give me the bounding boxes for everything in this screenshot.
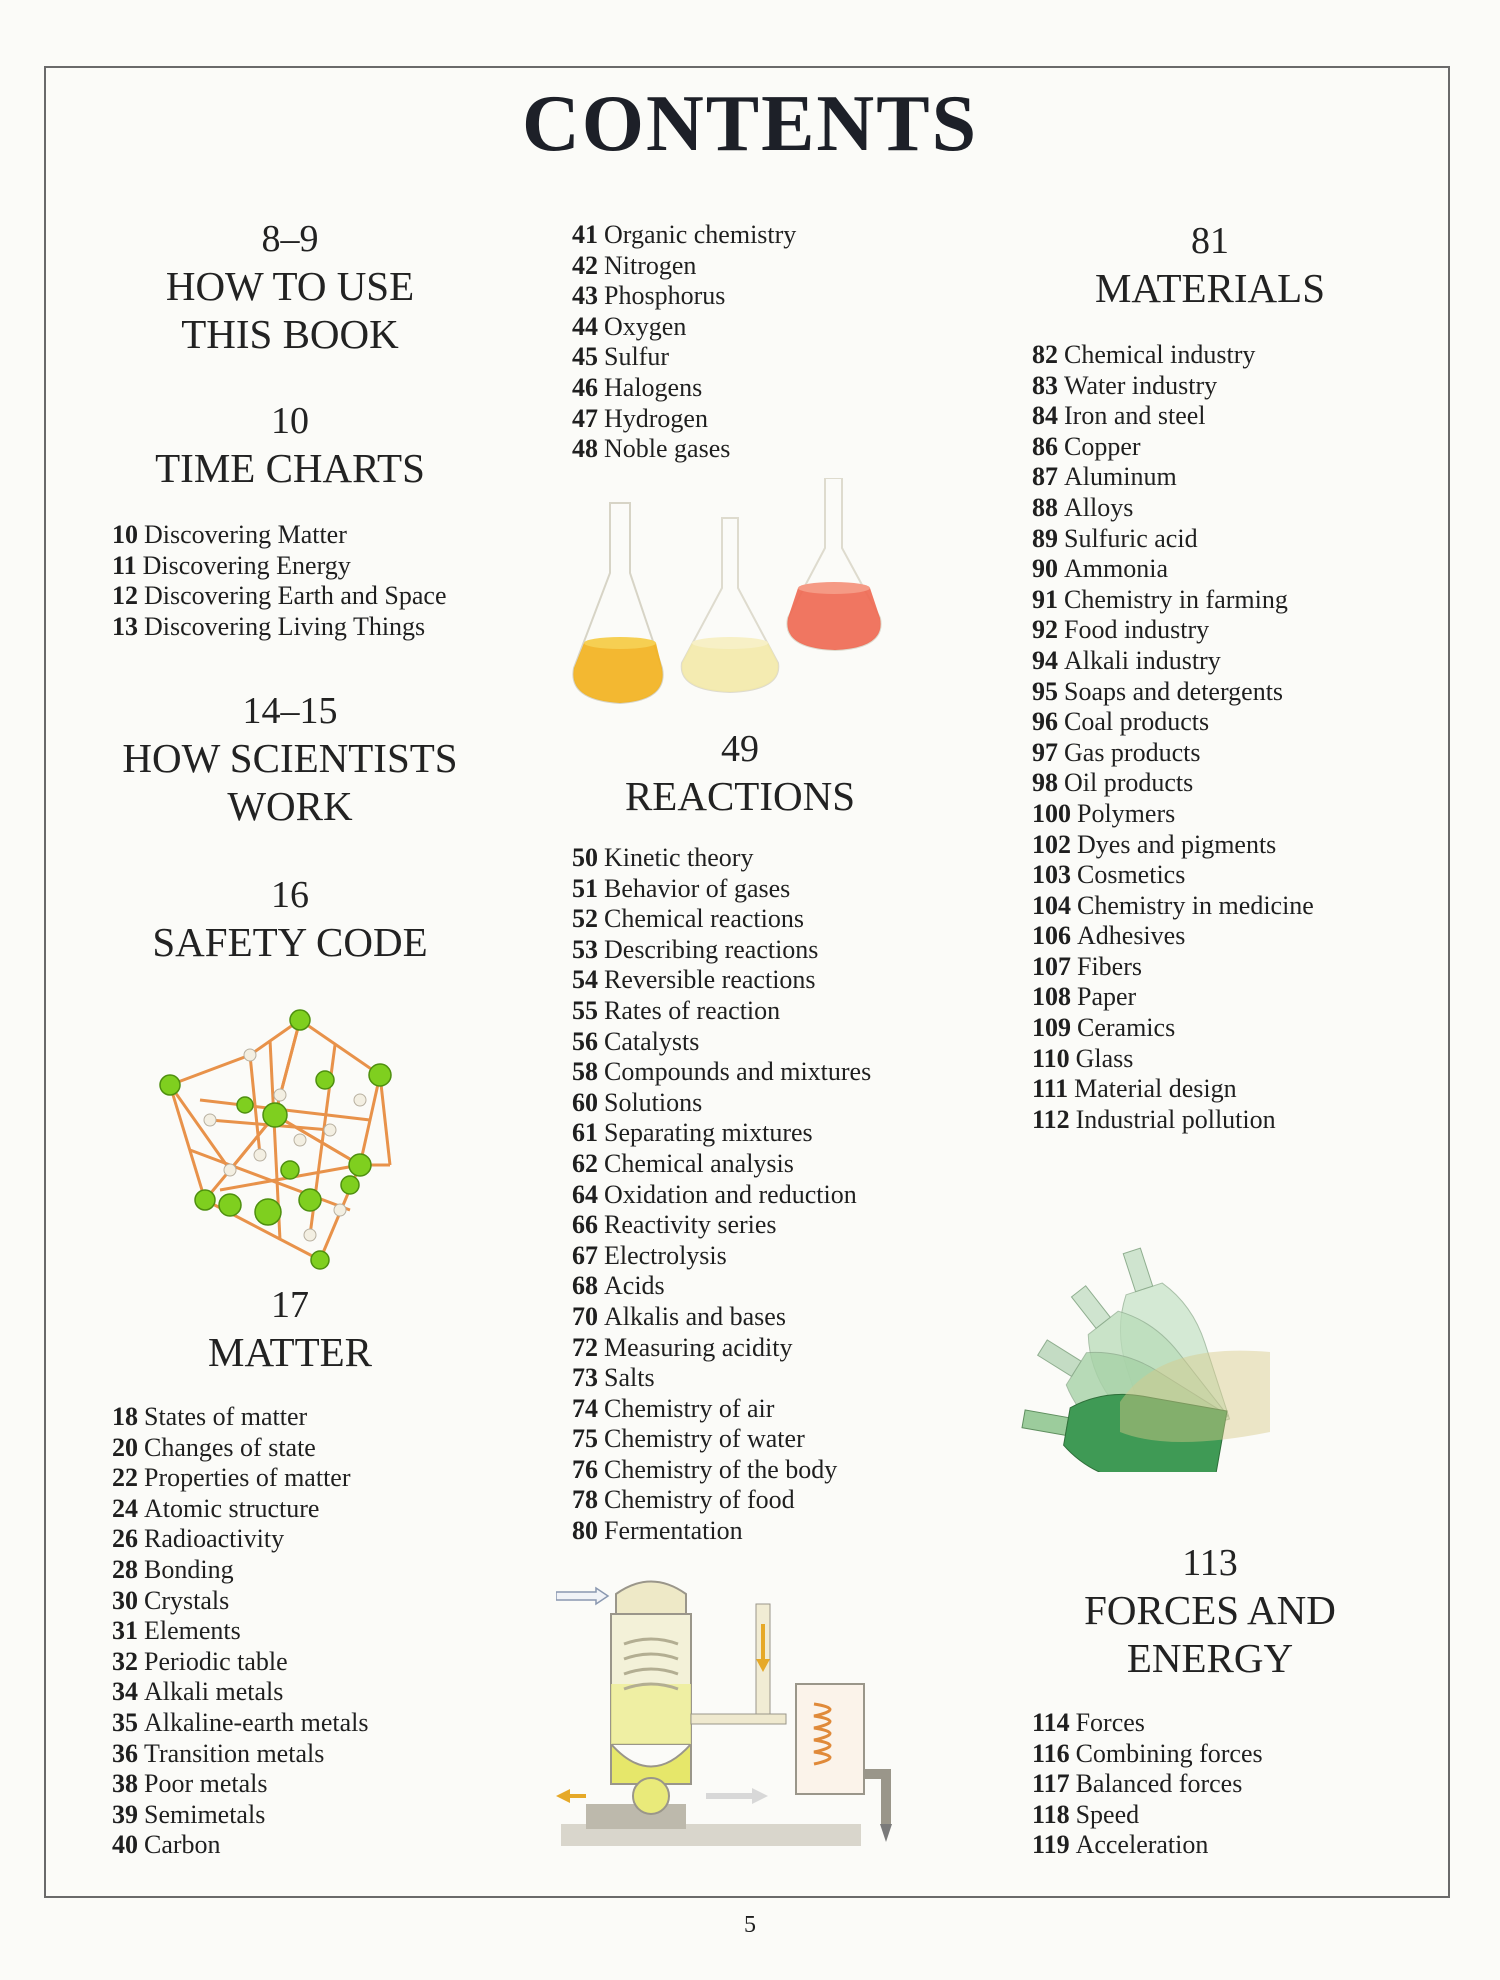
toc-entry-label: Changes of state xyxy=(144,1432,316,1462)
toc-entry-page: 110 xyxy=(1032,1043,1070,1073)
toc-entry-page: 11 xyxy=(112,550,137,580)
toc-entry-page: 83 xyxy=(1032,370,1058,400)
toc-entry-page: 112 xyxy=(1032,1104,1070,1134)
toc-entry-page: 116 xyxy=(1032,1738,1070,1768)
toc-entry-page: 44 xyxy=(572,311,598,341)
toc-entry-page: 42 xyxy=(572,250,598,280)
toc-entry-page: 97 xyxy=(1032,737,1058,767)
toc-entry-label: Chemistry of water xyxy=(604,1424,805,1454)
toc-entry-page: 95 xyxy=(1032,676,1058,706)
toc-entry-label: Organic chemistry xyxy=(604,220,797,249)
section-page-number: 113 xyxy=(1182,1542,1238,1584)
toc-entry[interactable] xyxy=(1032,707,1314,738)
toc-entry-page: 48 xyxy=(572,434,598,464)
toc-entry-label: Describing reactions xyxy=(604,934,819,964)
flask-red xyxy=(787,478,880,650)
toc-entry-label: Adhesives xyxy=(1077,921,1186,951)
toc-entry-label: Iron and steel xyxy=(1064,401,1206,431)
toc-list-materials xyxy=(1032,340,1314,1135)
toc-entry-label: Rates of reaction xyxy=(604,995,781,1025)
toc-entry[interactable] xyxy=(572,434,796,465)
toc-entry-page: 76 xyxy=(572,1454,598,1484)
toc-entry[interactable] xyxy=(112,1463,369,1494)
toc-entry[interactable] xyxy=(112,1433,369,1464)
section-safety-code[interactable] xyxy=(90,872,490,966)
toc-entry-page: 31 xyxy=(112,1616,138,1646)
section-time-charts[interactable] xyxy=(90,398,490,492)
toc-entry-label: Aluminum xyxy=(1064,462,1177,492)
toc-entry-label: Semimetals xyxy=(144,1799,266,1829)
toc-entry-page: 22 xyxy=(112,1463,138,1493)
toc-entry[interactable] xyxy=(112,1524,369,1555)
toc-entry-label: Transition metals xyxy=(144,1738,325,1768)
toc-list-reactions xyxy=(572,843,871,1547)
section-title: TIME CHARTS xyxy=(155,445,425,491)
toc-list-matter xyxy=(112,1402,369,1861)
toc-entry-page: 66 xyxy=(572,1210,598,1240)
toc-entry-label: States of matter xyxy=(144,1402,308,1431)
toc-entry-page: 50 xyxy=(572,843,598,872)
toc-entry-label: Alkali metals xyxy=(144,1677,284,1707)
toc-entry-label: Polymers xyxy=(1077,798,1176,828)
toc-entry-label: Glass xyxy=(1075,1043,1134,1073)
toc-entry-page: 30 xyxy=(112,1585,138,1615)
toc-entry-label: Acceleration xyxy=(1075,1830,1209,1860)
toc-entry[interactable] xyxy=(572,1333,871,1364)
toc-entry-page: 41 xyxy=(572,220,598,249)
toc-entry-page: 60 xyxy=(572,1087,598,1117)
toc-entry-label: Fermentation xyxy=(604,1516,743,1546)
toc-entry[interactable] xyxy=(572,1363,871,1394)
toc-entry-label: Chemistry of air xyxy=(604,1393,775,1423)
toc-entry-page: 98 xyxy=(1032,768,1058,798)
toc-entry-page: 34 xyxy=(112,1677,138,1707)
toc-entry-page: 119 xyxy=(1032,1830,1070,1860)
toc-entry-label: Alkalis and bases xyxy=(604,1301,786,1331)
section-page-number: 81 xyxy=(1191,220,1229,262)
toc-entry-page: 68 xyxy=(572,1271,598,1301)
toc-list-time-charts xyxy=(112,520,447,642)
section-page-number: 10 xyxy=(271,400,309,442)
toc-entry-page: 64 xyxy=(572,1179,598,1209)
toc-entry-page: 26 xyxy=(112,1524,138,1554)
toc-entry-page: 118 xyxy=(1032,1799,1070,1829)
toc-entry-page: 78 xyxy=(572,1485,598,1515)
toc-entry-page: 84 xyxy=(1032,401,1058,431)
toc-entry-label: Catalysts xyxy=(604,1026,700,1056)
toc-entry[interactable] xyxy=(1032,1013,1314,1044)
section-title: MATTER xyxy=(208,1329,372,1375)
toc-entry-label: Salts xyxy=(604,1363,655,1393)
toc-entry[interactable] xyxy=(112,1616,369,1647)
toc-entry-page: 43 xyxy=(572,281,598,311)
toc-entry-label: Carbon xyxy=(144,1830,221,1860)
toc-entry[interactable] xyxy=(572,1271,871,1302)
section-title: REACTIONS xyxy=(624,773,856,819)
toc-entry-label: Compounds and mixtures xyxy=(604,1057,872,1087)
toc-entry-label: Behavior of gases xyxy=(604,873,791,903)
section-title: SAFETY CODE xyxy=(152,919,428,965)
toc-entry-page: 47 xyxy=(572,403,598,433)
toc-entry-page: 109 xyxy=(1032,1013,1071,1043)
toc-entry-page: 102 xyxy=(1032,829,1071,859)
toc-entry-page: 73 xyxy=(572,1363,598,1393)
toc-entry-page: 106 xyxy=(1032,921,1071,951)
toc-entry-label: Phosphorus xyxy=(604,281,726,311)
toc-entry-label: Kinetic theory xyxy=(604,843,754,872)
toc-entry-label: Hydrogen xyxy=(604,403,708,433)
toc-entry[interactable] xyxy=(572,1241,871,1272)
section-reactions[interactable] xyxy=(560,726,920,820)
toc-entry-page: 13 xyxy=(112,611,138,641)
toc-entry[interactable] xyxy=(1032,646,1314,677)
toc-entry[interactable] xyxy=(572,1180,871,1211)
toc-entry[interactable] xyxy=(572,1118,871,1149)
toc-entry[interactable] xyxy=(112,1739,369,1770)
toc-entry[interactable] xyxy=(1032,891,1314,922)
section-page-number: 17 xyxy=(271,1284,309,1326)
toc-entry-label: Food industry xyxy=(1064,615,1210,645)
toc-entry[interactable] xyxy=(1032,1044,1314,1075)
toc-entry-label: Chemical reactions xyxy=(604,904,804,934)
toc-entry-label: Noble gases xyxy=(604,434,731,464)
toc-entry-page: 45 xyxy=(572,342,598,372)
toc-entry[interactable] xyxy=(572,1057,871,1088)
toc-entry[interactable] xyxy=(572,251,796,282)
toc-entry[interactable] xyxy=(1032,524,1314,555)
section-title: MATERIALS xyxy=(1094,265,1326,311)
toc-entry-label: Discovering Energy xyxy=(142,550,351,580)
toc-entry[interactable] xyxy=(112,581,447,612)
toc-entry-label: Speed xyxy=(1075,1799,1140,1829)
toc-entry[interactable] xyxy=(572,373,796,404)
toc-entry[interactable] xyxy=(1032,401,1314,432)
toc-entry[interactable] xyxy=(112,520,447,551)
toc-entry[interactable] xyxy=(1032,799,1314,830)
toc-entry-label: Discovering Living Things xyxy=(144,611,426,641)
section-materials[interactable] xyxy=(1010,218,1410,312)
toc-entry-page: 20 xyxy=(112,1432,138,1462)
crystal-lattice-illustration xyxy=(150,1000,420,1270)
toc-entry-page: 56 xyxy=(572,1026,598,1056)
toc-entry[interactable] xyxy=(1032,982,1314,1013)
section-how-scientists-work[interactable] xyxy=(80,688,500,830)
toc-entry[interactable] xyxy=(1032,952,1314,983)
toc-entry[interactable] xyxy=(1032,1105,1314,1136)
toc-entry-label: Water industry xyxy=(1064,370,1218,400)
toc-entry[interactable] xyxy=(572,1088,871,1119)
toc-entry-page: 10 xyxy=(112,520,138,549)
toc-entry-label: Measuring acidity xyxy=(604,1332,793,1362)
toc-entry-page: 24 xyxy=(112,1493,138,1523)
flask-yellow xyxy=(573,503,662,703)
toc-entry-page: 58 xyxy=(572,1057,598,1087)
toc-entry-page: 80 xyxy=(572,1516,598,1546)
toc-entry[interactable] xyxy=(1032,432,1314,463)
toc-entry-page: 117 xyxy=(1032,1769,1070,1799)
toc-entry-label: Forces xyxy=(1075,1708,1145,1737)
toc-entry[interactable] xyxy=(1032,585,1314,616)
flask-pale xyxy=(682,518,779,692)
toc-entry[interactable] xyxy=(572,1424,871,1455)
toc-entry[interactable] xyxy=(572,1027,871,1058)
toc-entry-label: Cosmetics xyxy=(1077,860,1186,890)
toc-entry[interactable] xyxy=(112,1830,369,1861)
toc-entry[interactable] xyxy=(112,1647,369,1678)
toc-entry[interactable] xyxy=(1032,830,1314,861)
toc-entry-page: 90 xyxy=(1032,554,1058,584)
toc-entry-label: Ceramics xyxy=(1077,1013,1176,1043)
toc-entry-label: Chemical analysis xyxy=(604,1148,794,1178)
toc-entry-label: Discovering Matter xyxy=(144,520,347,549)
section-matter[interactable] xyxy=(90,1282,490,1376)
toc-entry-page: 75 xyxy=(572,1424,598,1454)
toc-entry[interactable] xyxy=(572,996,871,1027)
toc-entry[interactable] xyxy=(1032,1074,1314,1105)
toc-entry-label: Bonding xyxy=(144,1554,234,1584)
section-page-number: 16 xyxy=(271,874,309,916)
toc-entry-label: Nitrogen xyxy=(604,250,697,280)
toc-entry-label: Material design xyxy=(1074,1074,1237,1104)
toc-entry-page: 53 xyxy=(572,934,598,964)
toc-entry-label: Chemistry in farming xyxy=(1064,584,1288,614)
toc-entry[interactable] xyxy=(572,965,871,996)
toc-entry-label: Radioactivity xyxy=(144,1524,285,1554)
toc-entry-label: Gas products xyxy=(1064,737,1201,767)
toc-entry-page: 62 xyxy=(572,1148,598,1178)
toc-entry-label: Oil products xyxy=(1064,768,1194,798)
toc-entry-label: Discovering Earth and Space xyxy=(144,581,447,611)
section-how-to-use[interactable] xyxy=(90,216,490,358)
toc-entry[interactable] xyxy=(572,1455,871,1486)
toc-entry-page: 18 xyxy=(112,1402,138,1431)
toc-entry[interactable] xyxy=(572,904,871,935)
toc-entry-page: 39 xyxy=(112,1799,138,1829)
toc-entry-page: 107 xyxy=(1032,951,1071,981)
toc-entry[interactable] xyxy=(1032,462,1314,493)
toc-entry[interactable] xyxy=(1032,677,1314,708)
toc-entry-label: Oxidation and reduction xyxy=(604,1179,857,1209)
toc-entry[interactable] xyxy=(1032,1708,1263,1739)
section-title: HOW SCIENTISTS WORK xyxy=(122,735,458,829)
industrial-apparatus-illustration xyxy=(556,1574,936,1864)
toc-entry[interactable] xyxy=(1032,371,1314,402)
toc-entry[interactable] xyxy=(1032,340,1314,371)
section-forces-and-energy[interactable] xyxy=(1010,1540,1410,1682)
toc-entry[interactable] xyxy=(572,342,796,373)
toc-entry-label: Periodic table xyxy=(144,1646,288,1676)
toc-entry[interactable] xyxy=(112,551,447,582)
page-title: CONTENTS xyxy=(521,80,979,168)
toc-entry-label: Alloys xyxy=(1064,492,1134,522)
toc-entry[interactable] xyxy=(572,935,871,966)
page-number: 5 xyxy=(744,1912,756,1938)
toc-entry[interactable] xyxy=(112,1769,369,1800)
glass-bottles-illustration xyxy=(1020,1222,1350,1472)
toc-entry-page: 51 xyxy=(572,873,598,903)
toc-entry[interactable] xyxy=(572,220,796,251)
toc-entry-page: 111 xyxy=(1032,1074,1069,1104)
toc-entry-label: Reactivity series xyxy=(604,1210,777,1240)
toc-entry-label: Chemistry of the body xyxy=(604,1454,838,1484)
toc-entry-page: 61 xyxy=(572,1118,598,1148)
toc-entry-label: Fibers xyxy=(1077,951,1142,981)
toc-entry[interactable] xyxy=(112,1708,369,1739)
toc-entry[interactable] xyxy=(572,404,796,435)
toc-entry[interactable] xyxy=(572,1149,871,1180)
toc-entry-page: 82 xyxy=(1032,340,1058,369)
toc-entry-label: Sulfuric acid xyxy=(1064,523,1198,553)
toc-entry[interactable] xyxy=(1032,921,1314,952)
toc-entry-label: Chemical industry xyxy=(1064,340,1256,369)
toc-entry-page: 32 xyxy=(112,1646,138,1676)
toc-entry-page: 114 xyxy=(1032,1708,1070,1737)
toc-entry[interactable] xyxy=(572,1485,871,1516)
toc-entry-page: 104 xyxy=(1032,890,1071,920)
toc-entry-label: Reversible reactions xyxy=(604,965,816,995)
toc-entry-page: 87 xyxy=(1032,462,1058,492)
toc-entry-label: Properties of matter xyxy=(144,1463,351,1493)
toc-entry[interactable] xyxy=(112,1586,369,1617)
toc-entry-label: Combining forces xyxy=(1075,1738,1263,1768)
toc-entry[interactable] xyxy=(572,312,796,343)
toc-entry-page: 36 xyxy=(112,1738,138,1768)
section-title: HOW TO USE THIS BOOK xyxy=(165,263,415,357)
toc-list-forces xyxy=(1032,1708,1263,1861)
toc-entry-page: 35 xyxy=(112,1707,138,1737)
toc-entry-label: Chemistry in medicine xyxy=(1077,890,1314,920)
toc-entry-page: 91 xyxy=(1032,584,1058,614)
toc-entry-page: 46 xyxy=(572,372,598,402)
toc-entry-label: Halogens xyxy=(604,372,703,402)
toc-entry-label: Soaps and detergents xyxy=(1064,676,1284,706)
toc-entry-page: 40 xyxy=(112,1830,138,1860)
toc-entry[interactable] xyxy=(572,874,871,905)
toc-entry-label: Poor metals xyxy=(144,1769,268,1799)
toc-entry-label: Acids xyxy=(604,1271,665,1301)
toc-entry-label: Atomic structure xyxy=(144,1493,320,1523)
toc-entry-label: Separating mixtures xyxy=(604,1118,813,1148)
toc-entry[interactable] xyxy=(1032,1800,1263,1831)
toc-entry-label: Copper xyxy=(1064,431,1141,461)
toc-entry[interactable] xyxy=(112,1402,369,1433)
toc-entry-page: 74 xyxy=(572,1393,598,1423)
toc-entry[interactable] xyxy=(112,1494,369,1525)
toc-entry-page: 86 xyxy=(1032,431,1058,461)
toc-entry-page: 12 xyxy=(112,581,138,611)
toc-entry-page: 89 xyxy=(1032,523,1058,553)
toc-entry[interactable] xyxy=(112,1800,369,1831)
toc-entry[interactable] xyxy=(1032,1830,1263,1861)
toc-entry-label: Ammonia xyxy=(1064,554,1168,584)
toc-entry[interactable] xyxy=(572,1302,871,1333)
section-title: FORCES AND ENERGY xyxy=(1084,1587,1336,1681)
toc-entry-page: 88 xyxy=(1032,492,1058,522)
toc-entry-label: Paper xyxy=(1077,982,1137,1012)
toc-list-matter-continued xyxy=(572,220,796,465)
toc-entry-label: Sulfur xyxy=(604,342,669,372)
toc-entry-label: Balanced forces xyxy=(1075,1769,1243,1799)
toc-entry-page: 96 xyxy=(1032,707,1058,737)
toc-entry[interactable] xyxy=(1032,554,1314,585)
toc-entry[interactable] xyxy=(572,281,796,312)
toc-entry-label: Crystals xyxy=(144,1585,230,1615)
toc-entry[interactable] xyxy=(572,1210,871,1241)
toc-entry-page: 94 xyxy=(1032,645,1058,675)
toc-entry-page: 55 xyxy=(572,995,598,1025)
toc-entry-label: Alkali industry xyxy=(1064,645,1221,675)
toc-entry-label: Industrial pollution xyxy=(1075,1104,1276,1134)
toc-entry-page: 67 xyxy=(572,1240,598,1270)
toc-entry[interactable] xyxy=(112,1677,369,1708)
toc-entry-label: Dyes and pigments xyxy=(1077,829,1277,859)
toc-entry[interactable] xyxy=(1032,738,1314,769)
section-page-number: 8–9 xyxy=(261,218,319,260)
section-page-number: 14–15 xyxy=(242,690,338,732)
section-page-number: 49 xyxy=(721,728,759,770)
toc-entry-page: 72 xyxy=(572,1332,598,1362)
toc-entry[interactable] xyxy=(1032,860,1314,891)
toc-entry-page: 54 xyxy=(572,965,598,995)
toc-entry[interactable] xyxy=(1032,1769,1263,1800)
conical-flasks-illustration xyxy=(550,478,910,738)
toc-entry-label: Oxygen xyxy=(604,311,687,341)
toc-entry-label: Electrolysis xyxy=(604,1240,727,1270)
toc-entry-label: Solutions xyxy=(604,1087,703,1117)
toc-entry[interactable] xyxy=(1032,1739,1263,1770)
toc-entry-label: Coal products xyxy=(1064,707,1210,737)
toc-entry-page: 52 xyxy=(572,904,598,934)
toc-entry-page: 70 xyxy=(572,1301,598,1331)
toc-entry-page: 92 xyxy=(1032,615,1058,645)
toc-entry[interactable] xyxy=(572,1394,871,1425)
toc-entry-page: 100 xyxy=(1032,798,1071,828)
toc-entry-label: Alkaline-earth metals xyxy=(144,1707,369,1737)
toc-entry-label: Chemistry of food xyxy=(604,1485,795,1515)
toc-entry[interactable] xyxy=(1032,615,1314,646)
toc-entry-label: Elements xyxy=(144,1616,241,1646)
toc-entry[interactable] xyxy=(112,612,447,643)
toc-entry[interactable] xyxy=(572,843,871,874)
toc-entry-page: 108 xyxy=(1032,982,1071,1012)
toc-entry[interactable] xyxy=(1032,768,1314,799)
toc-entry-page: 38 xyxy=(112,1769,138,1799)
toc-entry-page: 28 xyxy=(112,1554,138,1584)
toc-entry[interactable] xyxy=(572,1516,871,1547)
toc-entry[interactable] xyxy=(112,1555,369,1586)
toc-entry-page: 103 xyxy=(1032,860,1071,890)
toc-entry[interactable] xyxy=(1032,493,1314,524)
